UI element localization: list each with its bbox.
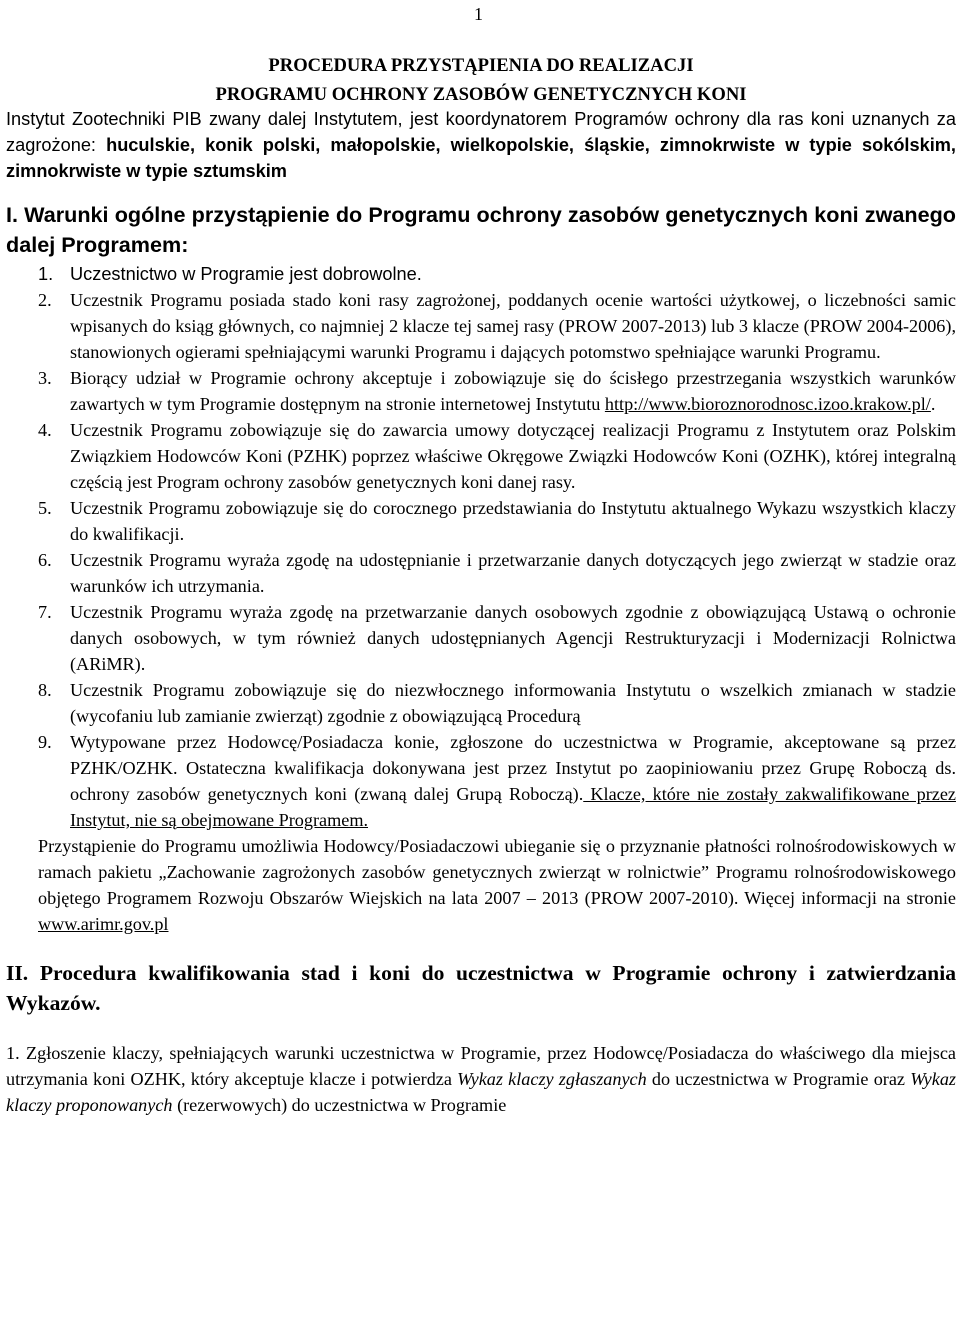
list-item-text: Wytypowane przez Hodowcę/Posiadacza konie, zgłoszone do uczestnictwa w Programie, akceptowane są przez PZHK/OZHK. Ostateczna kwalifikacja dokonywana jest przez Instytut po zaopiniowaniu przez Grupę Roboczą ds. ochrony zasobów genetycznych koni (zwaną dalej Grupą Roboczą). [70, 732, 956, 804]
list-item-number: 6. [38, 550, 52, 570]
list-item-tail: . [930, 394, 936, 414]
institute-website-link[interactable]: http://www.bioroznorodnosc.izoo.krakow.pl/ [604, 394, 931, 414]
list-item-number: 8. [38, 680, 52, 700]
section-2-em-2: Wykaz klaczy proponowanych [6, 1069, 956, 1115]
list-item [6, 287, 956, 365]
list-item-text: Uczestnik Programu wyraża zgodę na udostępnianie i przetwarzanie danych dotyczących jego zwierząt w stadzie oraz warunków ich utrzymania. [70, 550, 956, 596]
section-1-list [6, 261, 956, 833]
list-item-text: Uczestnik Programu zobowiązuje się do niezwłocznego informowania Instytutu o wszelkich zmianach w stadzie (wycofaniu lub zamianie zwierząt) zgodnie z obowiązującą Procedurą [70, 680, 956, 726]
list-item-number: 3. [38, 368, 52, 388]
list-item-underlined-text: Klacze, które nie zostały zakwalifikowane przez Instytut, nie są obejmowane Programem. [70, 784, 956, 830]
list-item-text: Uczestnik Programu zobowiązuje się do corocznego przedstawiania do Instytutu aktualnego Wykazu wszystkich klaczy do kwalifikacji. [70, 498, 956, 544]
document-title-line-1: PROCEDURA PRZYSTĄPIENIA DO REALIZACJI [268, 55, 694, 76]
section-1-heading: I. Warunki ogólne przystąpienie do Programu ochrony zasobów genetycznych koni zwanego dalej Programem: [6, 202, 956, 257]
intro-breeds: huculskie, konik polski, małopolskie, wielkopolskie, śląskie, zimnokrwiste w typie sokólskim, zimnokrwiste w typie sztumskim [6, 135, 956, 181]
page-number: 1 [474, 4, 483, 24]
list-item-text: Uczestnik Programu posiada stado koni rasy zagrożonej, poddanych ocenie wartości użytkowej, o liczebności samic wpisanych do ksiąg głównych, co najmniej 2 klacze tej samej rasy (PROW 2007-2013) lub 3 klacze (PROW 2004-2006), stanowionych ogierami spełniającymi warunki Programu i dających potomstwo spełniające warunki Programu. [70, 290, 956, 362]
list-item-text: Biorący udział w Programie ochrony akceptuje i zobowiązuje się do ścisłego przestrzegania wszystkich warunków zawartych w tym Programie dostępnym na stronie internetowej Instytutu [70, 368, 956, 414]
section-2-text-mid: do uczestnictwa w Programie oraz [646, 1069, 911, 1089]
list-item-text: Uczestnictwo w Programie jest dobrowolne. [70, 264, 422, 284]
section-2-text-end: (rezerwowych) do uczestnictwa w Programie [172, 1095, 507, 1115]
section-2-heading: II. Procedura kwalifikowania stad i koni do uczestnictwa w Programie ochrony i zatwierdzania Wykazów. [6, 961, 956, 1015]
list-item-number: 9. [38, 732, 52, 752]
list-item [6, 599, 956, 677]
section-2-em-1: Wykaz klaczy zgłaszanych [457, 1069, 647, 1089]
list-item [6, 261, 956, 287]
list-item-number: 1. [38, 264, 54, 284]
list-item-text: Uczestnik Programu zobowiązuje się do zawarcia umowy dotyczącej realizacji Programu z Instytutem oraz Polskim Związkiem Hodowców Koni (PZHK) poprzez właściwe Okręgowe Związki Hodowców Koni (OZHK), której integralną częścią jest Program ochrony zasobów genetycznych koni danej rasy. [70, 420, 956, 492]
list-item [6, 495, 956, 547]
list-item [6, 729, 956, 833]
closing-text: Przystąpienie do Programu umożliwia Hodowcy/Posiadaczowi ubieganie się o przyznanie płatności rolnośrodowiskowych w ramach pakietu „Zachowanie zagrożonych zasobów genetycznych zwierząt w rolnictwie” Programu rolnośrodowiskowego objętego Programem Rozwoju Obszarów Wiejskich na lata 2007 – 2013 (PROW 2007-2010). Więcej informacji na stronie [38, 836, 956, 908]
section-2-text-start: 1. Zgłoszenie klaczy, spełniających warunki uczestnictwa w Programie, przez Hodowcę/Posiadacza do właściwego dla miejsca utrzymania koni OZHK, który akceptuje klacze i potwierdza [6, 1043, 956, 1089]
section-2-paragraph [6, 1040, 956, 1118]
section-1-closing-paragraph [38, 833, 956, 937]
intro-paragraph [6, 106, 956, 184]
document-title-line-2: PROGRAMU OCHRONY ZASOBÓW GENETYCZNYCH KONI [215, 84, 747, 105]
list-item [6, 547, 956, 599]
list-item [6, 677, 956, 729]
list-item-number: 5. [38, 498, 52, 518]
list-item-number: 7. [38, 602, 52, 622]
intro-text: Instytut Zootechniki PIB zwany dalej Instytutem, jest koordynatorem Programów ochrony dla ras koni uznanych za zagrożone: [6, 109, 956, 155]
list-item [6, 365, 956, 417]
list-item-text: Uczestnik Programu wyraża zgodę na przetwarzanie danych osobowych zgodnie z obowiązującą Ustawą o ochronie danych osobowych, w tym również danych udostępnianych Agencji Restrukturyzacji i Modernizacji Rolnictwa (ARiMR). [70, 602, 956, 674]
list-item-number: 2. [38, 290, 52, 310]
arimr-website-link[interactable]: www.arimr.gov.pl [38, 914, 169, 934]
list-item [6, 417, 956, 495]
list-item-number: 4. [38, 420, 52, 440]
